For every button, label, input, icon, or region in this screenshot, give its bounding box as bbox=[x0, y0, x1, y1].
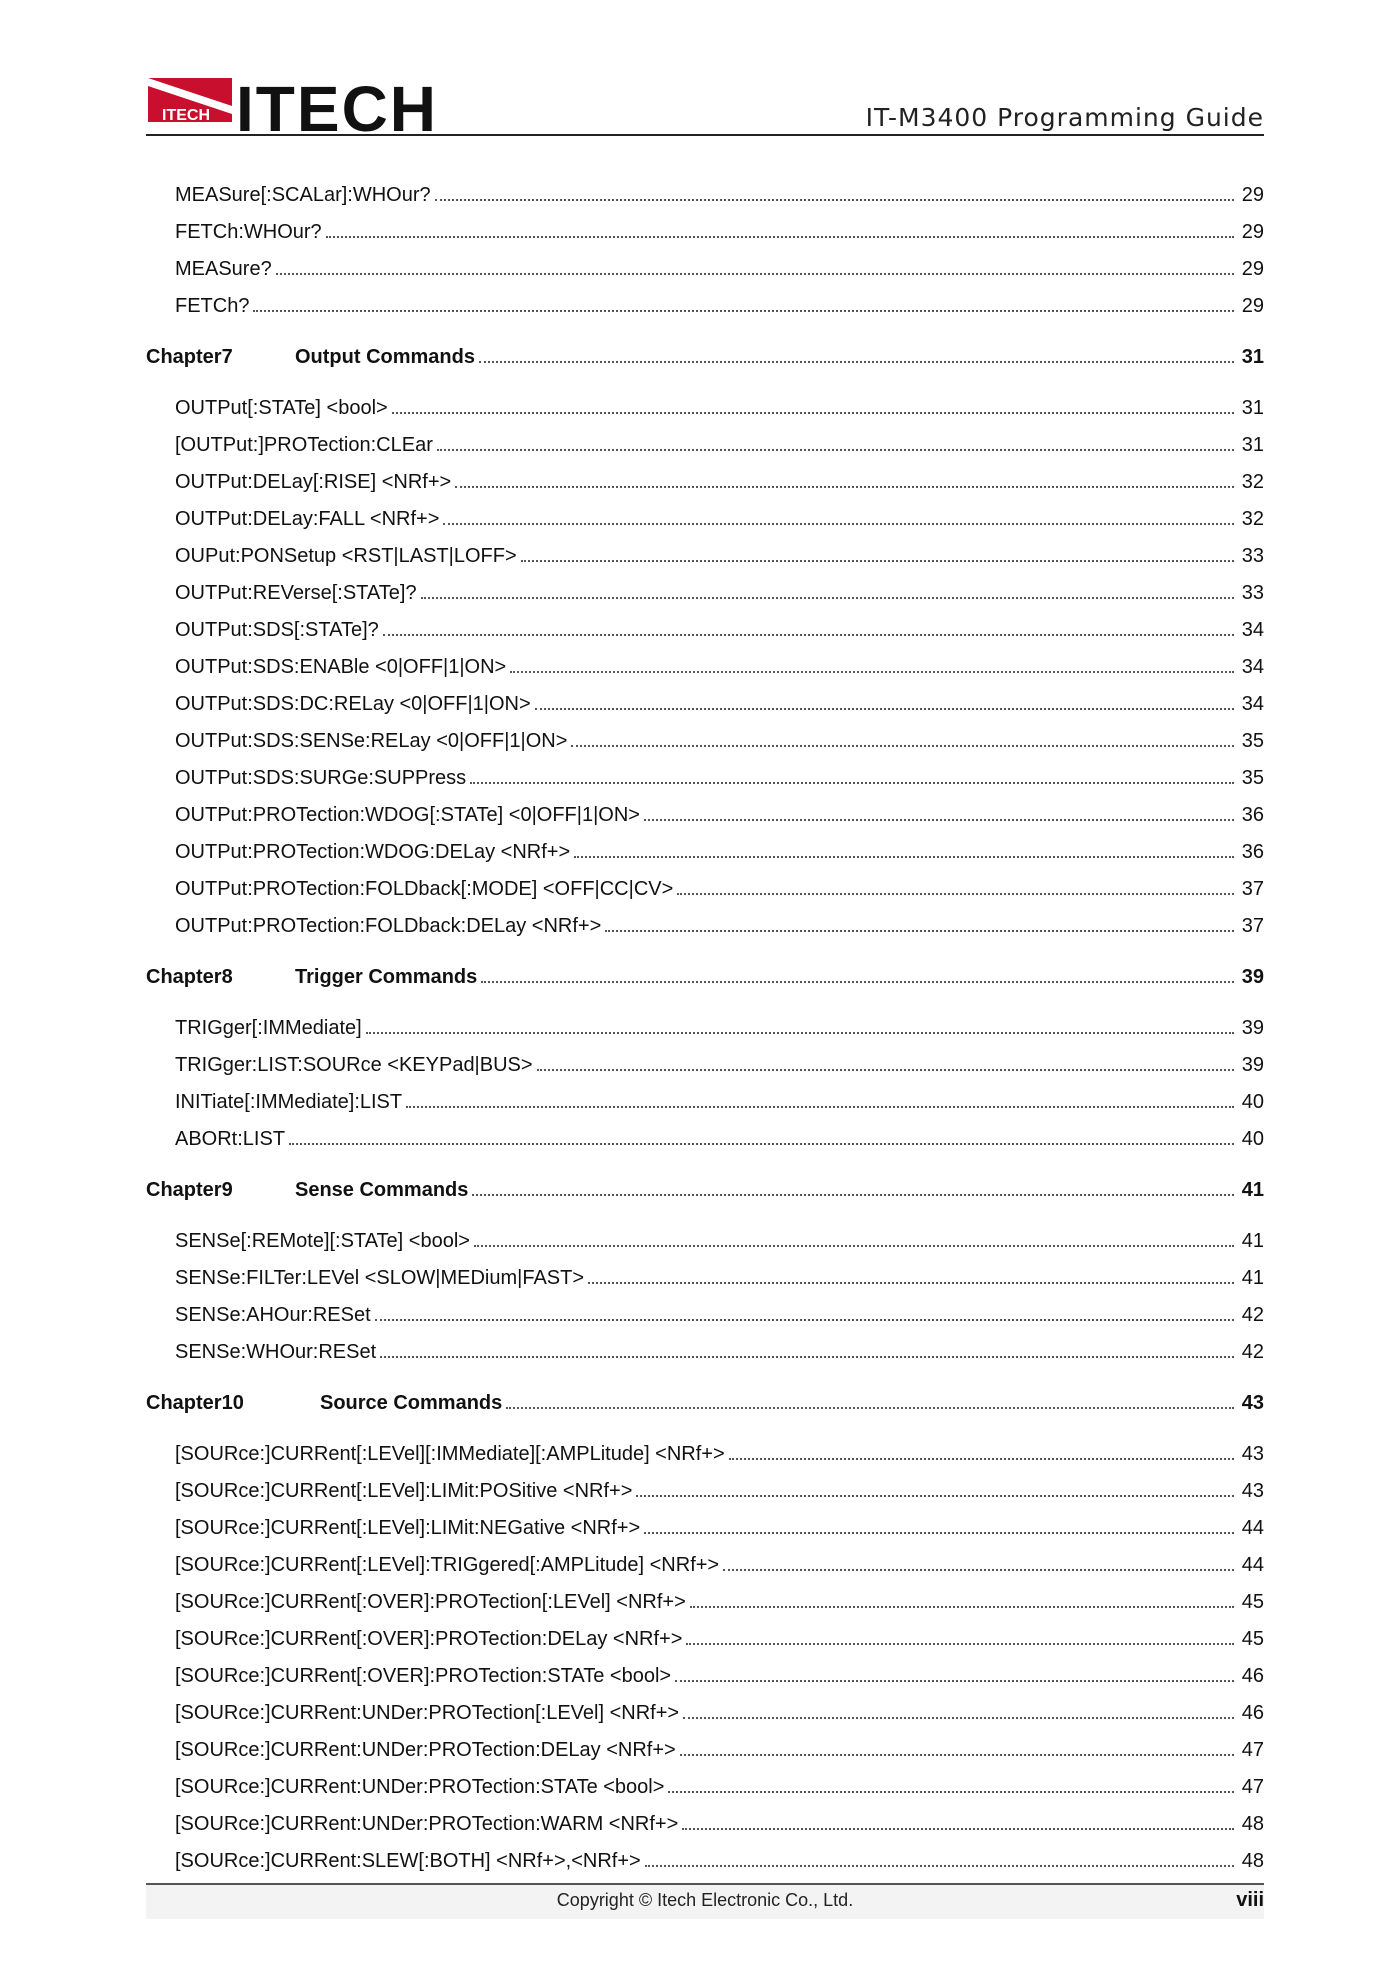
entry-text: SENSe:AHOur:RESet bbox=[175, 1304, 371, 1326]
dot-leader bbox=[571, 745, 1234, 747]
entry-page-number: 47 bbox=[1241, 1776, 1264, 1798]
entry-text: [OUTPut:]PROTection:CLEar bbox=[175, 434, 433, 456]
entry-page-number: 33 bbox=[1241, 582, 1264, 604]
entry-text: ABORt:LIST bbox=[175, 1128, 286, 1150]
entry-text: [SOURce:]CURRent[:LEVel]:LIMit:NEGative <NRf+> bbox=[175, 1517, 641, 1539]
entry-text: TRIGger[:IMMediate] bbox=[175, 1017, 362, 1039]
dot-leader bbox=[383, 634, 1234, 636]
toc-entry[interactable] bbox=[146, 827, 1264, 864]
toc-entry[interactable] bbox=[146, 170, 1264, 207]
chapter-title: Source Commands bbox=[320, 1392, 503, 1414]
toc-entry[interactable] bbox=[146, 901, 1264, 938]
toc-chapter-heading[interactable] bbox=[146, 952, 1264, 989]
dot-leader bbox=[636, 1495, 1234, 1497]
entry-text: OUTPut:SDS:DC:RELay <0|OFF|1|ON> bbox=[175, 693, 531, 715]
toc-entry[interactable] bbox=[146, 753, 1264, 790]
dot-leader bbox=[668, 1791, 1234, 1793]
chapter-number: Chapter8 bbox=[146, 966, 233, 988]
page-number: viii bbox=[1236, 1889, 1264, 1911]
entry-page-number: 34 bbox=[1241, 656, 1264, 678]
entry-text: OUTPut:PROTection:FOLDback[:MODE] <OFF|CC|CV> bbox=[175, 878, 674, 900]
dot-leader bbox=[455, 486, 1234, 488]
dot-leader bbox=[675, 1680, 1234, 1682]
toc-entry[interactable] bbox=[146, 1762, 1264, 1799]
entry-text: [SOURce:]CURRent:UNDer:PROTection[:LEVel] <NRf+> bbox=[175, 1702, 680, 1724]
entry-page-number: 41 bbox=[1241, 1230, 1264, 1252]
dot-leader bbox=[253, 310, 1234, 312]
dot-leader bbox=[680, 1754, 1234, 1756]
dot-leader bbox=[406, 1106, 1234, 1108]
dot-leader bbox=[510, 671, 1234, 673]
entry-text: [SOURce:]CURRent:UNDer:PROTection:DELay <NRf+> bbox=[175, 1739, 676, 1761]
logo-small-text: ITECH bbox=[162, 107, 210, 124]
entry-page-number: 43 bbox=[1241, 1443, 1264, 1465]
entry-text: OUTPut:DELay[:RISE] <NRf+> bbox=[175, 471, 452, 493]
entry-text: [SOURce:]CURRent[:OVER]:PROTection:STATe <bool> bbox=[175, 1665, 672, 1687]
entry-text: [SOURce:]CURRent[:LEVel]:TRIGgered[:AMPLitude] <NRf+> bbox=[175, 1554, 720, 1576]
entry-text: OUTPut:PROTection:WDOG[:STATe] <0|OFF|1|ON> bbox=[175, 804, 640, 826]
entry-page-number: 44 bbox=[1241, 1517, 1264, 1539]
entry-page-number: 40 bbox=[1241, 1091, 1264, 1113]
toc-entry[interactable] bbox=[146, 1216, 1264, 1253]
entry-page-number: 31 bbox=[1241, 397, 1264, 419]
entry-page-number: 48 bbox=[1241, 1813, 1264, 1835]
toc-chapter-heading[interactable] bbox=[146, 332, 1264, 369]
entry-text: MEASure[:SCALar]:WHOur? bbox=[175, 184, 431, 206]
toc-entry[interactable] bbox=[146, 1290, 1264, 1327]
document-title: IT-M3400 Programming Guide bbox=[865, 103, 1264, 132]
entry-page-number: 31 bbox=[1241, 346, 1264, 368]
toc-entry[interactable] bbox=[146, 864, 1264, 901]
page-header bbox=[146, 70, 1264, 136]
entry-page-number: 37 bbox=[1241, 915, 1264, 937]
entry-page-number: 48 bbox=[1241, 1850, 1264, 1872]
entry-page-number: 39 bbox=[1241, 1017, 1264, 1039]
toc-chapter-heading[interactable] bbox=[146, 1378, 1264, 1415]
entry-page-number: 39 bbox=[1241, 966, 1264, 988]
toc-entry[interactable] bbox=[146, 1540, 1264, 1577]
entry-text: SENSe:WHOur:RESet bbox=[175, 1341, 377, 1363]
dot-leader bbox=[366, 1032, 1234, 1034]
dot-leader bbox=[289, 1143, 1234, 1145]
entry-page-number: 43 bbox=[1241, 1392, 1264, 1414]
dot-leader bbox=[437, 449, 1234, 451]
toc-entry[interactable] bbox=[146, 1253, 1264, 1290]
dot-leader bbox=[690, 1606, 1234, 1608]
toc-entry[interactable] bbox=[146, 1651, 1264, 1688]
dot-leader bbox=[574, 856, 1234, 858]
chapter-number: Chapter7 bbox=[146, 346, 233, 368]
dot-leader bbox=[535, 708, 1234, 710]
entry-text: OUTPut:PROTection:FOLDback:DELay <NRf+> bbox=[175, 915, 602, 937]
entry-page-number: 46 bbox=[1241, 1702, 1264, 1724]
entry-text: OUTPut:SDS:SURGe:SUPPress bbox=[175, 767, 467, 789]
entry-page-number: 43 bbox=[1241, 1480, 1264, 1502]
dot-leader bbox=[481, 981, 1234, 983]
dot-leader bbox=[435, 199, 1234, 201]
toc-entry[interactable] bbox=[146, 1503, 1264, 1540]
toc-entry[interactable] bbox=[146, 568, 1264, 605]
dot-leader bbox=[521, 560, 1234, 562]
entry-text: OUTPut:SDS:SENSe:RELay <0|OFF|1|ON> bbox=[175, 730, 568, 752]
entry-page-number: 40 bbox=[1241, 1128, 1264, 1150]
entry-page-number: 39 bbox=[1241, 1054, 1264, 1076]
toc-entry[interactable] bbox=[146, 1466, 1264, 1503]
toc-entry[interactable] bbox=[146, 716, 1264, 753]
entry-page-number: 45 bbox=[1241, 1591, 1264, 1613]
entry-text: OUTPut:REVerse[:STATe]? bbox=[175, 582, 417, 604]
dot-leader bbox=[588, 1282, 1234, 1284]
dot-leader bbox=[605, 930, 1234, 932]
entry-text: SENSe[:REMote][:STATe] <bool> bbox=[175, 1230, 470, 1252]
entry-page-number: 37 bbox=[1241, 878, 1264, 900]
itech-logo bbox=[146, 76, 466, 134]
entry-text: [SOURce:]CURRent:UNDer:PROTection:WARM <NRf+> bbox=[175, 1813, 679, 1835]
copyright-text: Copyright © Itech Electronic Co., Ltd. bbox=[556, 1890, 854, 1910]
dot-leader bbox=[470, 782, 1234, 784]
dot-leader bbox=[276, 273, 1234, 275]
toc-entry[interactable] bbox=[146, 1799, 1264, 1836]
chapter-title: Sense Commands bbox=[295, 1179, 469, 1201]
entry-page-number: 35 bbox=[1241, 730, 1264, 752]
entry-text: [SOURce:]CURRent:SLEW[:BOTH] <NRf+>,<NRf+> bbox=[175, 1850, 641, 1872]
dot-leader bbox=[326, 236, 1234, 238]
entry-page-number: 32 bbox=[1241, 508, 1264, 530]
toc-entry[interactable] bbox=[146, 1725, 1264, 1762]
toc-entry[interactable] bbox=[146, 531, 1264, 568]
dot-leader bbox=[443, 523, 1234, 525]
entry-text: OUPut:PONSetup <RST|LAST|LOFF> bbox=[175, 545, 517, 567]
toc-entry[interactable] bbox=[146, 1003, 1264, 1040]
dot-leader bbox=[686, 1643, 1234, 1645]
entry-page-number: 42 bbox=[1241, 1304, 1264, 1326]
entry-page-number: 36 bbox=[1241, 841, 1264, 863]
toc-entry[interactable] bbox=[146, 642, 1264, 679]
entry-page-number: 41 bbox=[1241, 1179, 1264, 1201]
entry-page-number: 41 bbox=[1241, 1267, 1264, 1289]
entry-page-number: 33 bbox=[1241, 545, 1264, 567]
entry-text: [SOURce:]CURRent:UNDer:PROTection:STATe <bool> bbox=[175, 1776, 665, 1798]
toc-entry[interactable] bbox=[146, 1614, 1264, 1651]
toc-chapter-heading[interactable] bbox=[146, 1165, 1264, 1202]
dot-leader bbox=[677, 893, 1234, 895]
entry-text: OUTPut:SDS[:STATe]? bbox=[175, 619, 379, 641]
entry-text: SENSe:FILTer:LEVel <SLOW|MEDium|FAST> bbox=[175, 1267, 585, 1289]
chapter-title: Trigger Commands bbox=[295, 966, 478, 988]
dot-leader bbox=[723, 1569, 1234, 1571]
entry-page-number: 45 bbox=[1241, 1628, 1264, 1650]
toc-entry[interactable] bbox=[146, 1836, 1264, 1873]
dot-leader bbox=[421, 597, 1234, 599]
toc-entry[interactable] bbox=[146, 457, 1264, 494]
dot-leader bbox=[729, 1458, 1234, 1460]
table-of-contents bbox=[146, 170, 1264, 1873]
dot-leader bbox=[380, 1356, 1234, 1358]
toc-entry[interactable] bbox=[146, 207, 1264, 244]
dot-leader bbox=[645, 1865, 1234, 1867]
toc-entry[interactable] bbox=[146, 1429, 1264, 1466]
page-footer bbox=[146, 1883, 1264, 1919]
entry-text: [SOURce:]CURRent[:LEVel][:IMMediate][:AMPLitude] <NRf+> bbox=[175, 1443, 725, 1465]
entry-page-number: 42 bbox=[1241, 1341, 1264, 1363]
entry-page-number: 47 bbox=[1241, 1739, 1264, 1761]
toc-entry[interactable] bbox=[146, 1040, 1264, 1077]
dot-leader bbox=[392, 412, 1234, 414]
entry-page-number: 34 bbox=[1241, 693, 1264, 715]
entry-text: [SOURce:]CURRent[:OVER]:PROTection:DELay <NRf+> bbox=[175, 1628, 683, 1650]
entry-text: INITiate[:IMMediate]:LIST bbox=[175, 1091, 403, 1113]
dot-leader bbox=[683, 1717, 1234, 1719]
entry-page-number: 29 bbox=[1241, 221, 1264, 243]
dot-leader bbox=[479, 361, 1234, 363]
entry-page-number: 29 bbox=[1241, 258, 1264, 280]
toc-entry[interactable] bbox=[146, 281, 1264, 318]
entry-page-number: 46 bbox=[1241, 1665, 1264, 1687]
dot-leader bbox=[682, 1828, 1234, 1830]
dot-leader bbox=[537, 1069, 1234, 1071]
entry-text: FETCh:WHOur? bbox=[175, 221, 322, 243]
entry-text: FETCh? bbox=[175, 295, 250, 317]
entry-page-number: 44 bbox=[1241, 1554, 1264, 1576]
toc-entry[interactable] bbox=[146, 383, 1264, 420]
entry-page-number: 29 bbox=[1241, 184, 1264, 206]
logo-big-text: ITECH bbox=[236, 76, 438, 134]
toc-entry[interactable] bbox=[146, 244, 1264, 281]
toc-entry[interactable] bbox=[146, 420, 1264, 457]
dot-leader bbox=[375, 1319, 1234, 1321]
dot-leader bbox=[474, 1245, 1234, 1247]
entry-text: OUTPut:SDS:ENABle <0|OFF|1|ON> bbox=[175, 656, 507, 678]
toc-entry[interactable] bbox=[146, 605, 1264, 642]
dot-leader bbox=[506, 1407, 1234, 1409]
chapter-number: Chapter9 bbox=[146, 1179, 233, 1201]
toc-entry[interactable] bbox=[146, 1077, 1264, 1114]
dot-leader bbox=[644, 819, 1234, 821]
entry-text: [SOURce:]CURRent[:OVER]:PROTection[:LEVel] <NRf+> bbox=[175, 1591, 686, 1613]
entry-text: TRIGger:LIST:SOURce <KEYPad|BUS> bbox=[175, 1054, 533, 1076]
toc-entry[interactable] bbox=[146, 1577, 1264, 1614]
toc-entry[interactable] bbox=[146, 790, 1264, 827]
entry-text: OUTPut:PROTection:WDOG:DELay <NRf+> bbox=[175, 841, 571, 863]
entry-page-number: 32 bbox=[1241, 471, 1264, 493]
chapter-title: Output Commands bbox=[295, 346, 475, 368]
entry-page-number: 36 bbox=[1241, 804, 1264, 826]
entry-text: MEASure? bbox=[175, 258, 272, 280]
entry-text: OUTPut:DELay:FALL <NRf+> bbox=[175, 508, 440, 530]
entry-page-number: 29 bbox=[1241, 295, 1264, 317]
toc-entry[interactable] bbox=[146, 1114, 1264, 1151]
entry-page-number: 35 bbox=[1241, 767, 1264, 789]
dot-leader bbox=[472, 1194, 1234, 1196]
chapter-number: Chapter10 bbox=[146, 1392, 244, 1414]
entry-page-number: 31 bbox=[1241, 434, 1264, 456]
toc-entry[interactable] bbox=[146, 1327, 1264, 1364]
entry-page-number: 34 bbox=[1241, 619, 1264, 641]
entry-text: OUTPut[:STATe] <bool> bbox=[175, 397, 388, 419]
dot-leader bbox=[644, 1532, 1234, 1534]
entry-text: [SOURce:]CURRent[:LEVel]:LIMit:POSitive <NRf+> bbox=[175, 1480, 633, 1502]
toc-entry[interactable] bbox=[146, 679, 1264, 716]
toc-entry[interactable] bbox=[146, 1688, 1264, 1725]
toc-entry[interactable] bbox=[146, 494, 1264, 531]
